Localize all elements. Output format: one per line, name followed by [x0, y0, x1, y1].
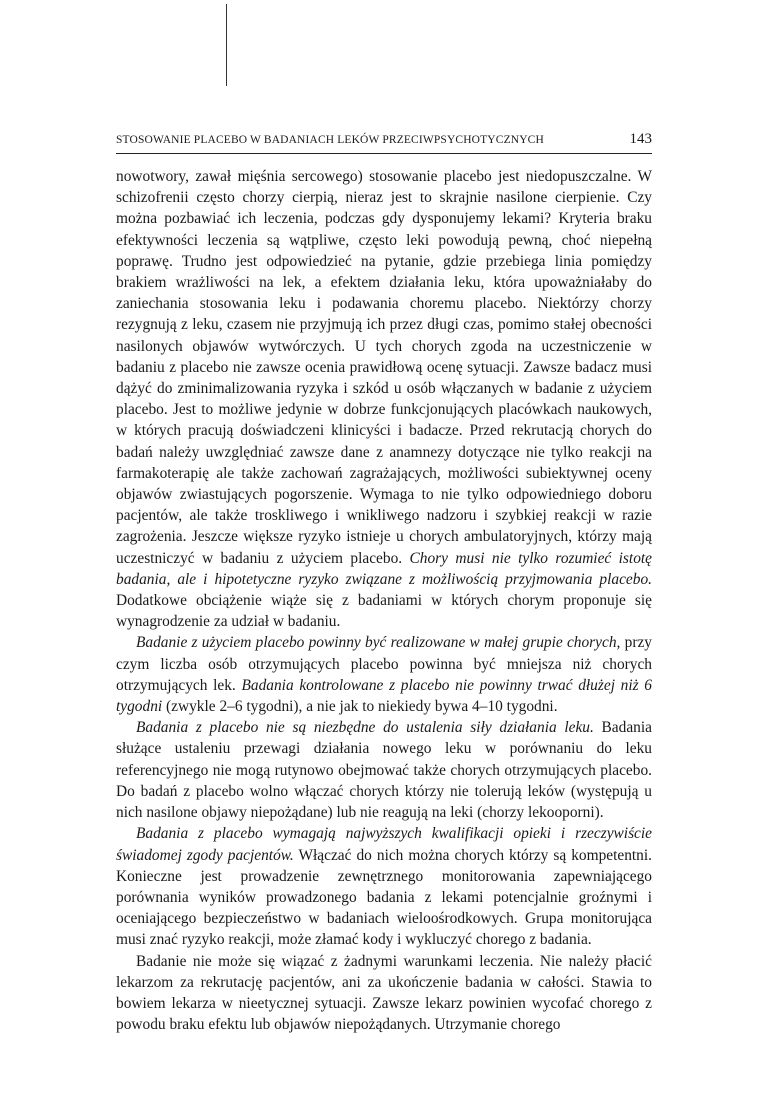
- header-rule: [116, 153, 652, 154]
- margin-line: [226, 4, 227, 86]
- paragraph-1: [116, 166, 652, 632]
- page-header: [116, 128, 652, 150]
- paragraph-2-text-b: przy czym liczba osób otrzymujących placebo powinna być mniejsza niż chorych otrzymujących lek.: [116, 634, 652, 694]
- paragraph-1-text-a: nowotwory, zawał mięśnia sercowego) stosowanie placebo jest niedopuszczalne. W schizofrenii często chorzy cierpią, nieraz jest to skrajnie nasilone cierpienie. Czy można pozbawiać ich leczenia, podczas gdy dysponujemy lekami? Kryteria braku efektywności leczenia są wątpliwe, często leki powodują pewną, choć niepełną poprawę. Trudno jest odpowiedzieć na pytanie, gdzie przebiega linia pomiędzy brakiem wrażliwości na lek, a efektem działania leku, która upoważniałaby do zaniechania stosowania leku i podawania choremu placebo. Niektórzy chorzy rezygnują z leku, czasem nie przyjmują ich przez długi czas, pomimo stałej obecności nasilonych objawów wytwórczych. U tych chorych zgoda na uczestniczenie w badaniu z placebo nie zawsze ocenia prawidłową ocenę sytuacji. Zawsze badacz musi dążyć do zminimalizowania ryzyka i szkód u osób włączanych w badanie z użyciem placebo. Jest to możliwe jedynie w dobrze funkcjonujących placówkach naukowych, w których pracują doświadczeni klinicyści i badacze. Przed rekrutacją chorych do badań należy uwzględniać zawsze dane z anamnezy dotyczące nie tylko reakcji na farmakoterapię ale także zachowań zagrażających, możliwości subiektywnej oceny objawów zwiastujących pogorszenie. Wymaga to nie tylko odpowiedniego doboru pacjentów, ale także troskliwego i wnikliwego nadzoru i szybkiej reakcji w razie zagrożenia. Jeszcze większe ryzyko istnieje u chorych ambulatoryjnych, którzy mają uczestniczyć w badaniu z użyciem placebo.: [116, 168, 652, 567]
- paragraph-3-text: Badania służące ustaleniu przewagi działania nowego leku w porównaniu do leku referencyjnego nie mogą rutynowo obejmować także chorych otrzymujących placebo. Do badań z placebo wolno włączać chorych którzy nie tolerują leków (występują u nich nasilone objawy niepożądane) lub nie reagują na leki (chorzy lekooporni).: [116, 719, 652, 822]
- page-number: 143: [629, 131, 652, 147]
- paragraph-2-italic-a: Badanie z użyciem placebo powinny być realizowane w małej grupie chorych,: [136, 634, 621, 652]
- paragraph-5-text: Badanie nie może się wiązać z żadnymi warunkami leczenia. Nie należy płacić lekarzom za rekrutację pacjentów, ani za ukończenie badania w całości. Stawia to bowiem lekarza w nieetycznej sytuacji. Zawsze lekarz powinien wycofać chorego z powodu braku efektu lub objawów niepożądanych. Utrzymanie chorego: [116, 952, 652, 1034]
- paragraph-4-italic: Badania z placebo wymagają najwyższych kwalifikacji opieki i rzeczywiście świadomej zgody pacjentów.: [116, 825, 652, 864]
- paragraph-3-italic: Badania z placebo nie są niezbędne do ustalenia siły działania leku.: [136, 719, 594, 737]
- paragraph-1-text-c: Dodatkowe obciążenie wiąże się z badaniami w których chorym proponuje się wynagrodzenie za udział w badaniu.: [116, 592, 652, 631]
- paragraph-5: [116, 951, 652, 1036]
- paragraph-2: [116, 632, 652, 717]
- paragraph-3: [116, 717, 652, 823]
- paragraph-2-italic-c: Badania kontrolowane z placebo nie powinny trwać dłużej niż 6 tygodni: [116, 676, 652, 716]
- paragraph-2-text-d: (zwykle 2–6 tygodni), a nie jak to niekiedy bywa 4–10 tygodni.: [166, 698, 558, 716]
- paragraph-4-text: Włączać do nich można chorych którzy są kompetentni. Konieczne jest prowadzenie zewnętrznego monitorowania zapewniającego porównania wyników prowadzonego badania z lekami potencjalnie groźnymi i oceniającego bezpieczeństwo w badaniach wieloośrodkowych. Grupa monitorująca musi znać ryzyko reakcji, może złamać kody i wykluczyć chorego z badania.: [116, 846, 652, 949]
- paragraph-4: [116, 823, 652, 950]
- paragraph-1-italic: Chory musi nie tylko rozumieć istotę badania, ale i hipotetyczne ryzyko związane z możliwością przyjmowania placebo.: [116, 549, 652, 588]
- running-head: STOSOWANIE PLACEBO W BADANIACH LEKÓW PRZECIWPSYCHOTYCZNYCH: [116, 134, 544, 146]
- body-text: [116, 166, 652, 1035]
